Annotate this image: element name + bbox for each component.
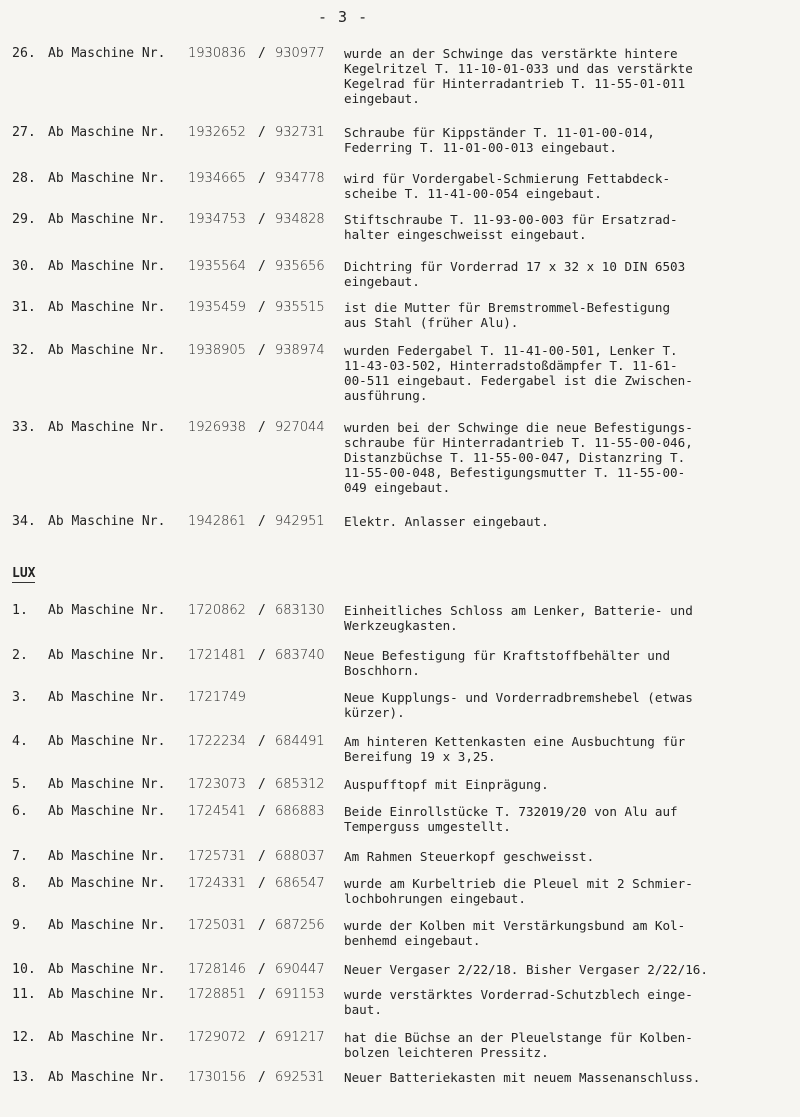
entry-label: Ab Maschine Nr.: [48, 212, 166, 227]
entry-number: 33.: [12, 420, 36, 435]
machine-number-primary: 1942861: [188, 514, 246, 529]
number-separator: /: [258, 300, 266, 315]
entry-number: 5.: [12, 777, 28, 792]
entry-number: 8.: [12, 876, 28, 891]
entry-number: 7.: [12, 849, 28, 864]
entry-description: wurde am Kurbeltrieb die Pleuel mit 2 Schmier- lochbohrungen eingebaut.: [344, 876, 693, 906]
entry-label: Ab Maschine Nr.: [48, 171, 166, 186]
machine-number-secondary: 683130: [275, 603, 325, 618]
entry-description: Am hinteren Kettenkasten eine Ausbuchtung für Bereifung 19 x 3,25.: [344, 734, 686, 764]
entry-description: Dichtring für Vorderrad 17 x 32 x 10 DIN 6503 eingebaut.: [344, 259, 686, 289]
entry-label: Ab Maschine Nr.: [48, 420, 166, 435]
entry-description: wird für Vordergabel-Schmierung Fettabdeck- scheibe T. 11-41-00-054 eingebaut.: [344, 171, 671, 201]
entry-description: Auspufftopf mit Einprägung.: [344, 777, 549, 792]
number-separator: /: [258, 514, 266, 529]
entry-number: 29.: [12, 212, 36, 227]
entry-label: Ab Maschine Nr.: [48, 125, 166, 140]
machine-number-primary: 1935459: [188, 300, 246, 315]
number-separator: /: [258, 987, 266, 1002]
machine-number-secondary: 686883: [275, 804, 325, 819]
machine-number-secondary: 932731: [275, 125, 325, 140]
machine-number-secondary: 685312: [275, 777, 325, 792]
machine-number-primary: 1730156: [188, 1070, 246, 1085]
number-separator: /: [258, 1030, 266, 1045]
machine-number-secondary: 934828: [275, 212, 325, 227]
entry-label: Ab Maschine Nr.: [48, 804, 166, 819]
entry-number: 32.: [12, 343, 36, 358]
entry-description: wurde der Kolben mit Verstärkungsbund am Kol- benhemd eingebaut.: [344, 918, 686, 948]
number-separator: /: [258, 918, 266, 933]
entry-number: 31.: [12, 300, 36, 315]
entry-number: 6.: [12, 804, 28, 819]
entry-description: hat die Büchse an der Pleuelstange für Kolben- bolzen leichteren Pressitz.: [344, 1030, 693, 1060]
machine-number-secondary: 690447: [275, 962, 325, 977]
entry-description: Beide Einrollstücke T. 732019/20 von Alu auf Temperguss umgestellt.: [344, 804, 678, 834]
machine-number-primary: 1724331: [188, 876, 246, 891]
entry-number: 2.: [12, 648, 28, 663]
entry-number: 26.: [12, 46, 36, 61]
entry-label: Ab Maschine Nr.: [48, 514, 166, 529]
entry-description: wurde verstärktes Vorderrad-Schutzblech einge- baut.: [344, 987, 693, 1017]
entry-label: Ab Maschine Nr.: [48, 734, 166, 749]
machine-number-primary: 1720862: [188, 603, 246, 618]
entry-label: Ab Maschine Nr.: [48, 46, 166, 61]
entry-label: Ab Maschine Nr.: [48, 648, 166, 663]
entry-label: Ab Maschine Nr.: [48, 300, 166, 315]
entry-description: Neuer Batteriekasten mit neuem Massenanschluss.: [344, 1070, 701, 1085]
machine-number-primary: 1721481: [188, 648, 246, 663]
entry-label: Ab Maschine Nr.: [48, 603, 166, 618]
entry-number: 1.: [12, 603, 28, 618]
machine-number-primary: 1935564: [188, 259, 246, 274]
number-separator: /: [258, 171, 266, 186]
entry-description: Neue Befestigung für Kraftstoffbehälter und Boschhorn.: [344, 648, 671, 678]
machine-number-secondary: 683740: [275, 648, 325, 663]
number-separator: /: [258, 212, 266, 227]
machine-number-secondary: 688037: [275, 849, 325, 864]
machine-number-secondary: 930977: [275, 46, 325, 61]
entry-description: Schraube für Kippständer T. 11-01-00-014, Federring T. 11-01-00-013 eingebaut.: [344, 125, 655, 155]
entry-number: 10.: [12, 962, 36, 977]
number-separator: /: [258, 849, 266, 864]
machine-number-primary: 1934665: [188, 171, 246, 186]
entry-number: 13.: [12, 1070, 36, 1085]
entry-number: 12.: [12, 1030, 36, 1045]
machine-number-secondary: 942951: [275, 514, 325, 529]
number-separator: /: [258, 648, 266, 663]
number-separator: /: [258, 420, 266, 435]
entry-description: ist die Mutter für Bremstrommel-Befestigung aus Stahl (früher Alu).: [344, 300, 671, 330]
machine-number-primary: 1728851: [188, 987, 246, 1002]
entry-number: 27.: [12, 125, 36, 140]
machine-number-primary: 1926938: [188, 420, 246, 435]
entry-label: Ab Maschine Nr.: [48, 777, 166, 792]
entry-label: Ab Maschine Nr.: [48, 876, 166, 891]
machine-number-primary: 1724541: [188, 804, 246, 819]
machine-number-secondary: 691153: [275, 987, 325, 1002]
number-separator: /: [258, 603, 266, 618]
entry-number: 9.: [12, 918, 28, 933]
machine-number-primary: 1934753: [188, 212, 246, 227]
entry-label: Ab Maschine Nr.: [48, 918, 166, 933]
number-separator: /: [258, 962, 266, 977]
entry-label: Ab Maschine Nr.: [48, 259, 166, 274]
entry-description: wurden Federgabel T. 11-41-00-501, Lenker T. 11-43-03-502, Hinterradstoßdämpfer T. 11-61- 00-511 eingebaut. Federgabel ist die Zwischen- ausführung.: [344, 343, 693, 403]
entry-label: Ab Maschine Nr.: [48, 690, 166, 705]
number-separator: /: [258, 734, 266, 749]
entry-description: Neuer Vergaser 2/22/18. Bisher Vergaser 2/22/16.: [344, 962, 708, 977]
number-separator: /: [258, 125, 266, 140]
entry-description: Neue Kupplungs- und Vorderradbremshebel (etwas kürzer).: [344, 690, 693, 720]
machine-number-primary: 1729072: [188, 1030, 246, 1045]
entry-description: Elektr. Anlasser eingebaut.: [344, 514, 549, 529]
entry-label: Ab Maschine Nr.: [48, 962, 166, 977]
machine-number-primary: 1728146: [188, 962, 246, 977]
machine-number-primary: 1930836: [188, 46, 246, 61]
machine-number-secondary: 934778: [275, 171, 325, 186]
number-separator: /: [258, 46, 266, 61]
entry-label: Ab Maschine Nr.: [48, 849, 166, 864]
entry-label: Ab Maschine Nr.: [48, 343, 166, 358]
machine-number-secondary: 935656: [275, 259, 325, 274]
entry-number: 4.: [12, 734, 28, 749]
entry-label: Ab Maschine Nr.: [48, 987, 166, 1002]
machine-number-primary: 1938905: [188, 343, 246, 358]
section-title-lux: LUX: [12, 566, 36, 581]
entry-number: 28.: [12, 171, 36, 186]
number-separator: /: [258, 876, 266, 891]
machine-number-secondary: 938974: [275, 343, 325, 358]
entry-number: 34.: [12, 514, 36, 529]
machine-number-secondary: 692531: [275, 1070, 325, 1085]
entry-label: Ab Maschine Nr.: [48, 1030, 166, 1045]
entry-description: Einheitliches Schloss am Lenker, Batterie- und Werkzeugkasten.: [344, 603, 693, 633]
machine-number-primary: 1723073: [188, 777, 246, 792]
machine-number-primary: 1725731: [188, 849, 246, 864]
entry-number: 11.: [12, 987, 36, 1002]
entry-description: Stiftschraube T. 11-93-00-003 für Ersatzrad- halter eingeschweisst eingebaut.: [344, 212, 678, 242]
machine-number-primary: 1721749: [188, 690, 246, 705]
number-separator: /: [258, 804, 266, 819]
machine-number-primary: 1932652: [188, 125, 246, 140]
machine-number-secondary: 935515: [275, 300, 325, 315]
machine-number-secondary: 686547: [275, 876, 325, 891]
machine-number-secondary: 927044: [275, 420, 325, 435]
number-separator: /: [258, 343, 266, 358]
entry-number: 30.: [12, 259, 36, 274]
machine-number-primary: 1722234: [188, 734, 246, 749]
number-separator: /: [258, 259, 266, 274]
entry-description: wurde an der Schwinge das verstärkte hintere Kegelritzel T. 11-10-01-033 und das verstärkte Kegelrad für Hinterradantrieb T. 11-55-01-011 eingebaut.: [344, 46, 693, 106]
entry-description: wurden bei der Schwinge die neue Befestigungs- schraube für Hinterradantrieb T. 11-55-00-046, Distanzbüchse T. 11-55-00-047, Distanzring T. 11-55-00-048, Befestigungsmutter T. 11-55-00- 049 eingebaut.: [344, 420, 693, 495]
number-separator: /: [258, 777, 266, 792]
machine-number-primary: 1725031: [188, 918, 246, 933]
entry-label: Ab Maschine Nr.: [48, 1070, 166, 1085]
entry-number: 3.: [12, 690, 28, 705]
machine-number-secondary: 684491: [275, 734, 325, 749]
page-number: - 3 -: [318, 8, 369, 26]
entry-description: Am Rahmen Steuerkopf geschweisst.: [344, 849, 595, 864]
machine-number-secondary: 687256: [275, 918, 325, 933]
machine-number-secondary: 691217: [275, 1030, 325, 1045]
number-separator: /: [258, 1070, 266, 1085]
